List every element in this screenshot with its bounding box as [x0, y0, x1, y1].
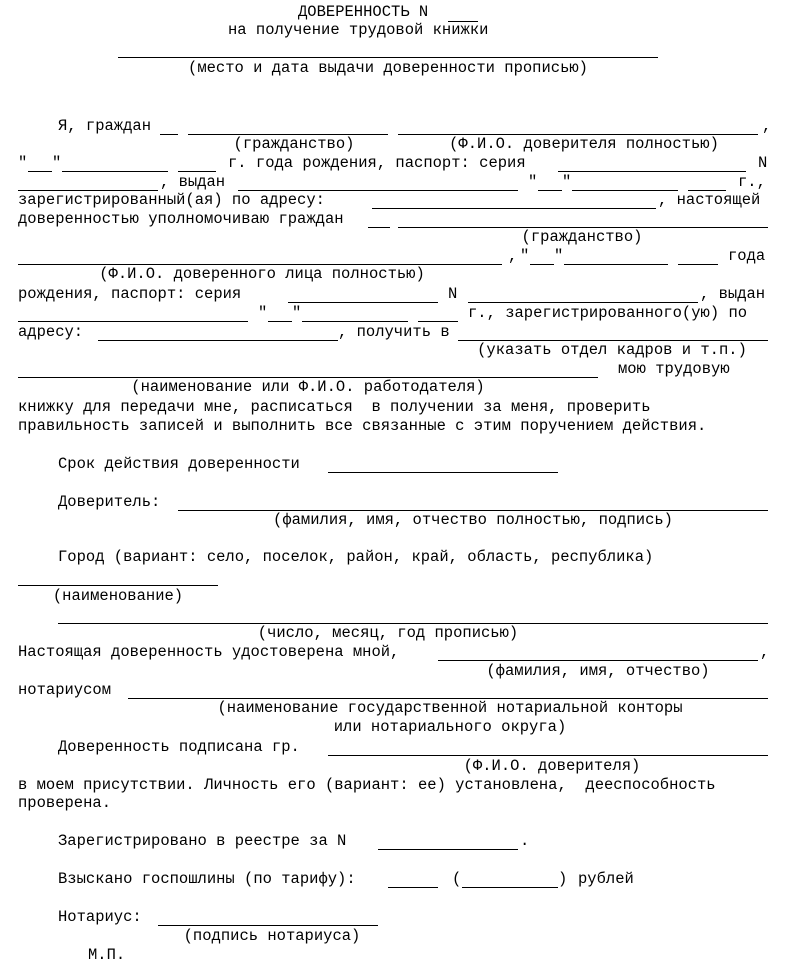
- notary-fio-line: [438, 660, 758, 661]
- notary-signature-hint: (подпись нотариуса): [183, 927, 361, 945]
- seal-label: М.П.: [88, 946, 126, 964]
- signer-hint: (фамилия, имя, отчество полностью, подпись): [273, 511, 673, 529]
- city-name-hint: (наименование): [52, 587, 184, 605]
- registry-number-line: [378, 849, 518, 850]
- city-label: Город (вариант: село, поселок, район, край, область, республика): [58, 548, 654, 566]
- n-sign: N: [448, 285, 458, 303]
- principal-address-line: [372, 208, 656, 209]
- agent-citizenship-hint: (гражданство): [521, 228, 643, 246]
- department-hint: (указать отдел кадров и т.п.): [477, 341, 747, 359]
- issued-by-label: , выдан: [160, 173, 226, 191]
- document-title: ДОВЕРЕННОСТЬ N: [298, 3, 429, 21]
- agent-birth-day-line: [530, 264, 554, 265]
- comma: ,: [762, 117, 772, 135]
- quote-open: ": [520, 247, 530, 265]
- quote-close: ": [52, 154, 62, 172]
- principal-citizenship-hint: (гражданство): [233, 135, 355, 153]
- agent-issued-by-line: [18, 321, 248, 322]
- notary-office-hint-1: (наименование государственной нотариальной конторы: [217, 699, 683, 717]
- notary-signature-line: [158, 925, 378, 926]
- agent-passport-label: рождения, паспорт: серия: [18, 285, 242, 303]
- agent-passport-series-line: [288, 302, 438, 303]
- authority-paragraph-line-2: правильность записей и выполнить все связанные с этим поручением действия.: [18, 417, 707, 435]
- agent-birth-year-line: [678, 264, 718, 265]
- employer-hint: (наименование или Ф.И.О. работодателя): [131, 378, 485, 396]
- validity-line: [328, 472, 558, 473]
- notary-signature-label: Нотариус:: [58, 908, 142, 926]
- quote-close: ": [554, 247, 564, 265]
- quote-open: ": [18, 154, 28, 172]
- agent-issue-month-line: [302, 321, 408, 322]
- notary-label: нотариусом: [18, 681, 112, 699]
- agent-address-label: адресу:: [18, 323, 84, 341]
- agent-year-registered-label: г., зарегистрированного(ую) по: [468, 304, 748, 322]
- year-abbr: г.,: [738, 173, 766, 191]
- city-name-line: [18, 585, 218, 586]
- signer-label: Доверитель:: [58, 493, 161, 511]
- receive-label: , получить в: [338, 323, 450, 341]
- fee-label: Взыскано госпошлины (по тарифу):: [58, 870, 356, 888]
- registry-dot: .: [520, 832, 530, 850]
- presence-line-1: в моем присутствии. Личность его (вариант: ее) установлена, дееспособность: [18, 776, 716, 794]
- quote-open: ": [258, 304, 268, 322]
- agent-birth-month-line: [564, 264, 668, 265]
- validity-label: Срок действия доверенности: [58, 455, 300, 473]
- fee-words-line: [462, 887, 558, 888]
- comma: ,: [760, 643, 770, 661]
- birth-month-line: [62, 171, 168, 172]
- signed-by-hint: (Ф.И.О. доверителя): [463, 757, 641, 775]
- signed-by-label: Доверенность подписана гр.: [58, 738, 300, 756]
- agent-issue-day-line: [268, 321, 292, 322]
- authorize-label: доверенностью уполномочиваю граждан: [18, 210, 344, 228]
- notary-office-hint-2: или нотариального округа): [333, 718, 567, 736]
- paren-close: ): [558, 870, 568, 888]
- place-date-line: [118, 57, 658, 58]
- birth-text: г. года рождения, паспорт: серия: [228, 154, 526, 172]
- issue-day-line: [538, 190, 562, 191]
- registry-label: Зарегистрировано в реестре за N: [58, 832, 347, 850]
- agent-fio-hint: (Ф.И.О. доверенного лица полностью): [99, 265, 425, 283]
- principal-fio-hint: (Ф.И.О. доверителя полностью): [449, 135, 719, 153]
- signed-by-line: [328, 755, 768, 756]
- authority-paragraph-line-1: книжку для передачи мне, расписаться в получении за меня, проверить: [18, 398, 651, 416]
- agent-passport-number-line: [468, 302, 698, 303]
- principal-registered-label: зарегистрированный(ая) по адресу:: [18, 191, 325, 209]
- agent-gender-suffix-line: [368, 227, 390, 228]
- notary-fio-hint: (фамилия, имя, отчество): [486, 662, 710, 680]
- comma: ,: [508, 247, 518, 265]
- agent-issued-by-label: , выдан: [700, 285, 766, 303]
- principal-intro: Я, граждан: [58, 117, 152, 135]
- birth-day-line: [28, 171, 52, 172]
- fee-digits-line: [388, 887, 438, 888]
- date-words-hint: (число, месяц, год прописью): [257, 624, 519, 642]
- n-sign: N: [758, 154, 768, 172]
- my-book-label: мою трудовую: [618, 360, 730, 378]
- agent-issue-year-line: [418, 321, 458, 322]
- agent-address-line: [98, 340, 338, 341]
- quote-close: ": [292, 304, 302, 322]
- paren-open: (: [452, 870, 462, 888]
- present-label: , настоящей: [658, 191, 761, 209]
- place-date-hint: (место и дата выдачи доверенности прописью): [188, 59, 588, 77]
- gender-suffix-line: [160, 134, 178, 135]
- passport-series-line: [558, 171, 746, 172]
- quote-close: ": [562, 173, 572, 191]
- certified-label: Настоящая доверенность удостоверена мной,: [18, 643, 400, 661]
- year-word: года: [728, 247, 766, 265]
- document-subtitle: на получение трудовой книжки: [228, 21, 489, 39]
- rubles-label: рублей: [578, 870, 634, 888]
- quote-open: ": [528, 173, 538, 191]
- birth-year-line: [178, 171, 216, 172]
- presence-line-2: проверена.: [18, 794, 112, 812]
